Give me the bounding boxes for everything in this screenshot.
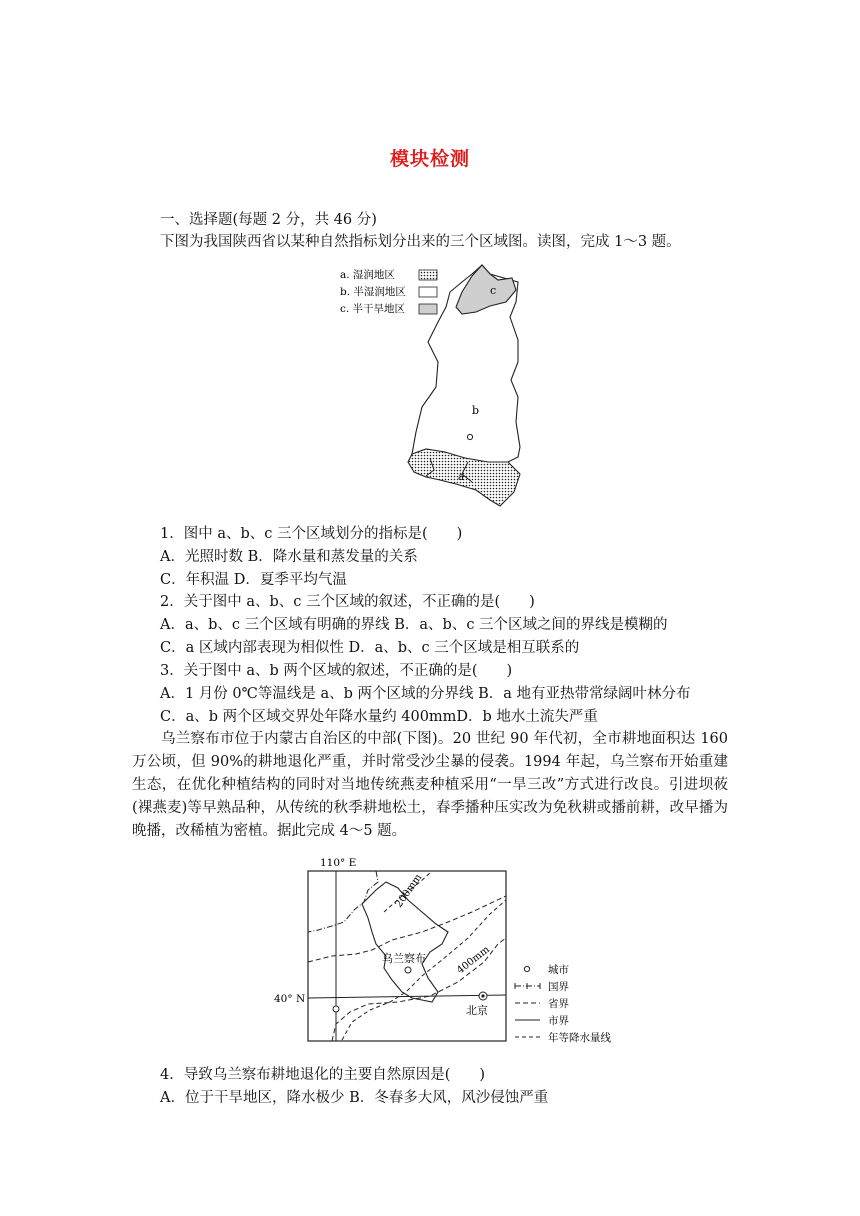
region-label-a: a [458,472,464,483]
page-title: 模块检测 [389,148,470,170]
longitude-label: 110° E [320,857,357,869]
intro-text-1: 下图为我国陕西省以某种自然指标划分出来的三个区域图。读图，完成 1～3 题。 [160,234,681,250]
legend-city-symbol [524,966,529,971]
legend-swatch-semi-arid [419,304,437,314]
city-marker [467,434,472,439]
question-2-options-ab: A．a、b、c 三个区域有明确的界线 B．a、b、c 三个区域之间的界线是模糊的 [160,617,668,633]
city-marker-west [333,1006,339,1012]
legend-city-boundary-label: 市界 [548,1015,569,1027]
shaanxi-region-map [330,262,530,510]
question-4: 4．导致乌兰察布耕地退化的主要自然原因是( ) [160,1067,486,1083]
question-2-options-cd: C．a 区域内部表现为相似性 D．a、b、c 三个区域是相互联系的 [160,640,580,656]
legend-swatch-humid [419,270,437,280]
legend-label-b: b. 半湿润地区 [340,286,406,298]
region-label-c: c [490,284,497,297]
question-3-options-ab: A．1 月份 0℃等温线是 a、b 两个区域的分界线 B．a 地有亚热带常绿阔叶林分布 [160,686,691,702]
question-3-options-cd: C．a、b 两个区域交界处年降水量约 400mmD．b 地水土流失严重 [160,709,598,725]
legend-isohyet-label: 年等降水量线 [548,1032,611,1044]
legend-city-label: 城市 [548,964,569,976]
city-label-ulanqab: 乌兰察布 [382,952,426,965]
legend-label-a: a. 湿润地区 [340,269,395,281]
legend-national-border-symbol [515,983,540,989]
capital-marker-dot [481,994,484,997]
legend-swatch-semi-humid [419,287,437,297]
city-marker-ulanqab [405,967,411,973]
latitude-label: 40° N [274,993,306,1005]
city-label-beijing: 北京 [466,1004,488,1017]
ulanqab-map [272,852,642,1048]
legend-national-border-label: 国界 [548,981,569,993]
legend-label-c: c. 半干旱地区 [340,303,406,315]
question-3: 3．关于图中 a、b 两个区域的叙述，不正确的是( ) [160,663,513,679]
question-1-options-ab: A．光照时数 B．降水量和蒸发量的关系 [160,549,418,565]
passage-ulanqab: 乌兰察布市位于内蒙古自治区的中部(下图)。20 世纪 90 年代初，全市耕地面积达 160 万公顷，但 90%的耕地退化严重，并时常受沙尘暴的侵袭。1994 年起，乌兰察布开始重建生态，在优化种植结构的同时对当地传统燕麦种植采用“一旱三改”方式进行改良。引进坝莜(裸燕麦)等早熟品种，从传统的秋季耕地松土，春季播种压实改为免秋耕或播前耕，改早播为晚播，改稀植为密植。据此完成 4～5 题。 [132,731,728,839]
isohyet-200-label: 200mm [393,872,425,910]
question-4-options-ab: A．位于干旱地区，降水极少 B．冬春多大风，风沙侵蚀严重 [160,1090,549,1106]
question-1: 1．图中 a、b、c 三个区域划分的指标是( ) [160,526,463,542]
question-1-options-cd: C．年积温 D．夏季平均气温 [160,572,347,588]
isohyet-400-label: 400mm [455,944,492,977]
region-label-b: b [472,404,480,417]
legend-provincial-border-label: 省界 [548,998,569,1010]
question-2: 2．关于图中 a、b、c 三个区域的叙述，不正确的是( ) [160,594,535,610]
section-heading: 一、选择题(每题 2 分，共 46 分) [160,212,377,228]
